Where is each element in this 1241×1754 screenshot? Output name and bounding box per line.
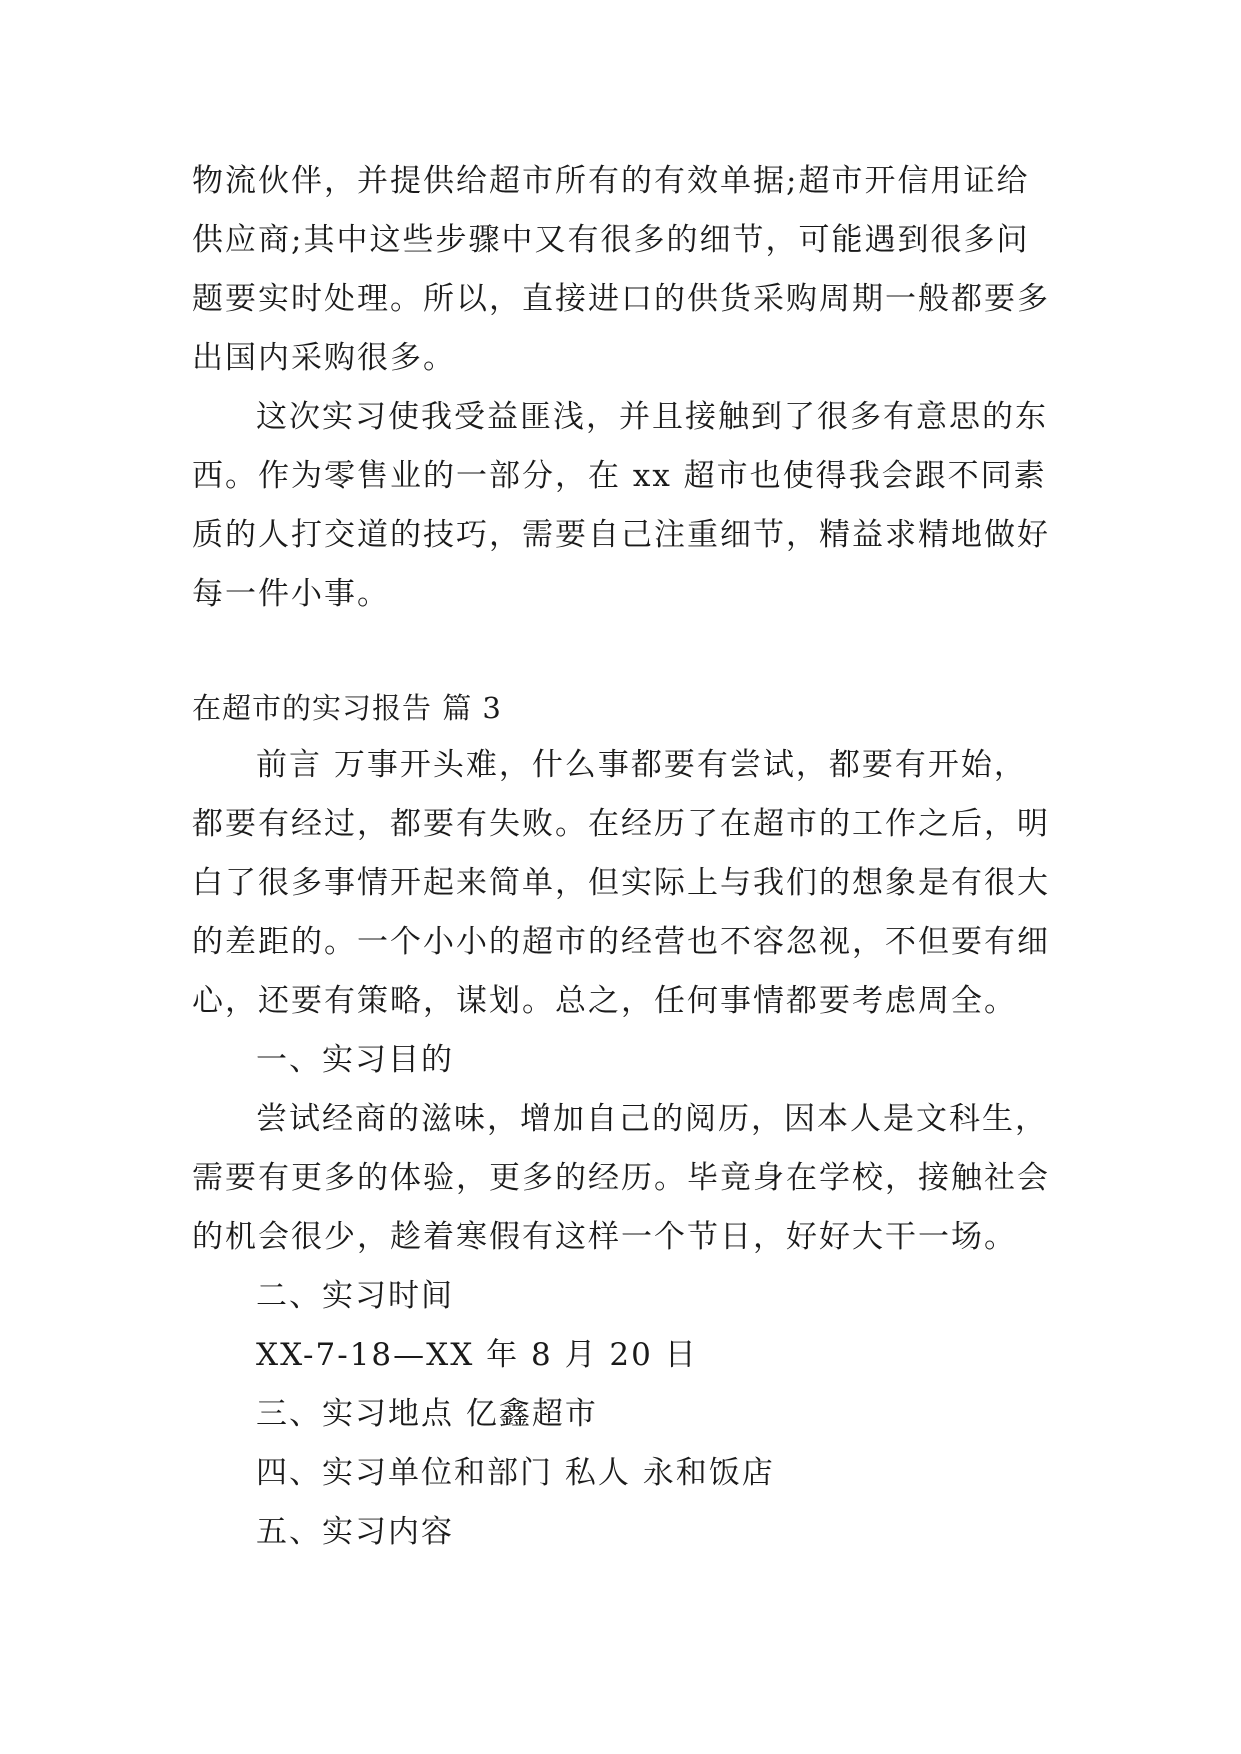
text-line: 白了很多事情开起来简单，但实际上与我们的想象是有很大 (192, 865, 1050, 901)
item-heading: 四、实习单位和部门 私人 永和饭店 (256, 1455, 775, 1491)
text-line: 物流伙伴，并提供给超市所有的有效单据;超市开信用证给 (192, 163, 1030, 199)
item-heading: 二、实习时间 (256, 1278, 454, 1314)
text-line: 前言 万事开头难，什么事都要有尝试，都要有开始， (256, 747, 1027, 783)
item-value: XX-7-18—XX 年 8 月 20 日 (256, 1337, 698, 1373)
text-line: 的差距的。一个小小的超市的经营也不容忽视，不但要有细 (192, 924, 1050, 960)
text-line: 这次实习使我受益匪浅，并且接触到了很多有意思的东 (256, 399, 1048, 435)
item-heading: 三、实习地点 亿鑫超市 (256, 1396, 598, 1432)
text-line: 每一件小事。 (192, 576, 390, 612)
text-line: 心，还要有策略，谋划。总之，任何事情都要考虑周全。 (192, 983, 1017, 1019)
text-line: 都要有经过，都要有失败。在经历了在超市的工作之后，明 (192, 806, 1050, 842)
item-heading: 五、实习内容 (256, 1514, 454, 1550)
document-body (192, 152, 1072, 1562)
item-heading: 一、实习目的 (256, 1042, 454, 1078)
text-line: 出国内采购很多。 (192, 340, 456, 376)
text-line: 尝试经商的滋味，增加自己的阅历，因本人是文科生， (256, 1101, 1048, 1137)
text-line: 供应商;其中这些步骤中又有很多的细节，可能遇到很多问 (192, 222, 1030, 258)
text-line: 西。作为零售业的一部分，在 xx 超市也使得我会跟不同素 (192, 458, 1047, 494)
text-line: 需要有更多的体验，更多的经历。毕竟身在学校，接触社会 (192, 1160, 1050, 1196)
text-line: 的机会很少，趁着寒假有这样一个节日，好好大干一场。 (192, 1219, 1017, 1255)
text-line: 质的人打交道的技巧，需要自己注重细节，精益求精地做好 (192, 517, 1050, 553)
section-title: 在超市的实习报告 篇 3 (192, 691, 502, 725)
text-line: 题要实时处理。所以，直接进口的供货采购周期一般都要多 (192, 281, 1050, 317)
